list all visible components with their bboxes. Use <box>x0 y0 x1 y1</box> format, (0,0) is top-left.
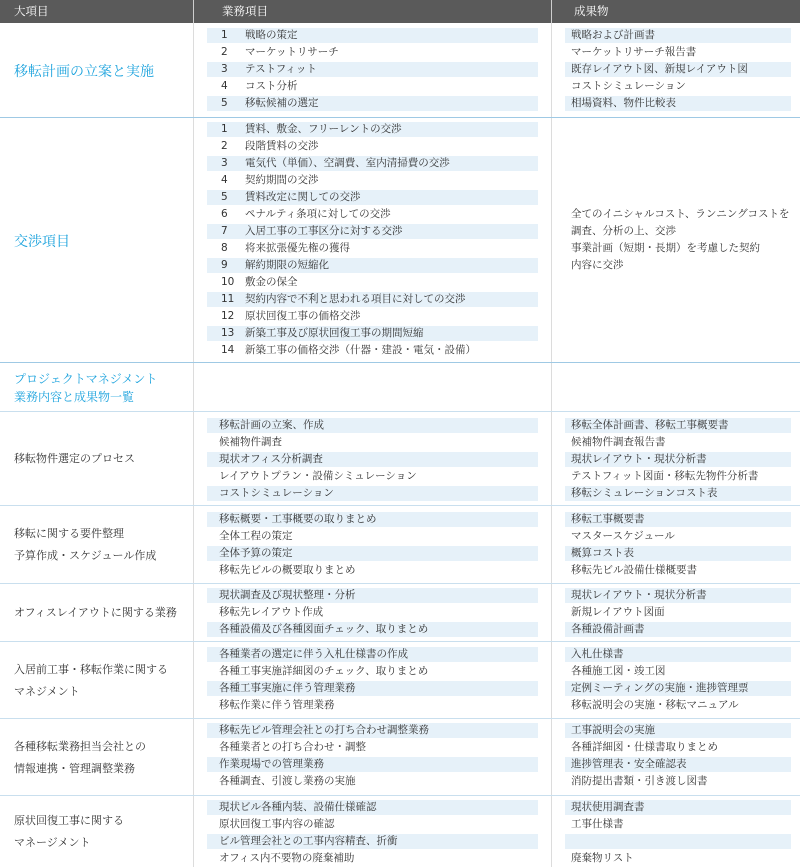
category-label: 入居前工事・移転作業に関する マネジメント <box>14 662 168 698</box>
negotiation-note: 全てのイニシャルコスト、ランニングコストを 調査、分析の上、交渉 事業計画（短期・長期）を考慮した契約 内容に交渉 <box>571 208 790 271</box>
output-row: 現状レイアウト・現状分析書 <box>565 588 791 603</box>
task-row: 4 コスト分析 <box>221 80 298 92</box>
output-row: 工事説明会の実施 <box>565 723 791 738</box>
task-row: 2 段階賃料の交渉 <box>221 140 319 152</box>
task-row: 14 新築工事の価格交渉（什器・建設・電気・設備） <box>221 344 476 356</box>
output-row: マスタースケジュール <box>571 530 675 542</box>
output-row: テストフィット図面・移転先物件分析書 <box>571 470 759 482</box>
output-row: 消防提出書類・引き渡し図書 <box>571 775 708 787</box>
header-category: 大項目 <box>14 4 49 18</box>
task-row: 4 契約期間の交渉 <box>221 174 319 186</box>
category-label: 移転に関する要件整理 予算作成・スケジュール作成 <box>14 527 157 562</box>
task-row: 移転作業に伴う管理業務 <box>219 699 335 711</box>
header-tasks: 業務項目 <box>222 4 268 18</box>
output-row: 各種施工図・竣工図 <box>571 665 666 677</box>
output-row: 各種設備計画書 <box>565 622 791 637</box>
section-pm-title <box>0 363 800 412</box>
task-row: 移転先レイアウト作成 <box>219 606 324 618</box>
task-row: 作業現場での管理業務 <box>207 757 538 772</box>
task-row: 現状調査及び現状整理・分析 <box>207 588 538 603</box>
output-row: 現状レイアウト・現状分析書 <box>565 452 791 467</box>
task-row: 11 契約内容で不利と思われる項目に対しての交渉 <box>207 292 538 307</box>
task-row: ビル管理会社との工事内容精査、折衝 <box>207 834 538 849</box>
output-row <box>565 834 791 849</box>
task-row: 2 マーケットリサーチ <box>221 46 339 58</box>
output-row: 移転説明会の実施・移転マニュアル <box>571 699 739 711</box>
task-row: 10 敷金の保全 <box>221 276 298 288</box>
output-row: 移転先ビル設備仕様概要書 <box>571 564 697 576</box>
section-title: プロジェクトマネジメント 業務内容と成果物一覧 <box>14 371 158 404</box>
task-row: レイアウトプラン・設備シミュレーション <box>219 470 417 482</box>
task-row: 3 テストフィット <box>207 62 538 77</box>
task-row: 1 戦略の策定 <box>207 28 538 43</box>
output-row: 移転シミュレーションコスト表 <box>565 486 791 501</box>
output-row: 各種詳細図・仕様書取りまとめ <box>571 741 718 753</box>
output-row: 定例ミーティングの実施・進捗管理票 <box>565 681 791 696</box>
category-label: 移転計画の立案と実施 <box>14 63 154 80</box>
task-row: 候補物件調査 <box>219 436 282 448</box>
output-row: 戦略および計画書 <box>565 28 791 43</box>
output-row: 候補物件調査報告書 <box>571 436 666 448</box>
task-row: 各種工事実施詳細図のチェック、取りまとめ <box>219 665 429 677</box>
output-row: コストシミュレーション <box>571 80 686 92</box>
output-row: 移転工事概要書 <box>565 512 791 527</box>
output-row: 入札仕様書 <box>565 647 791 662</box>
task-row: 各種調査、引渡し業務の実施 <box>219 775 356 787</box>
category-label: オフィスレイアウトに関する業務 <box>14 606 177 619</box>
category-label: 各種移転業務担当会社との 情報連携・管理調整業務 <box>14 739 146 775</box>
output-row: マーケットリサーチ報告書 <box>571 46 697 58</box>
category-label: 移転物件選定のプロセス <box>14 452 135 465</box>
task-row: 1 賃料、敷金、フリーレントの交渉 <box>207 122 538 137</box>
task-row: 8 将来拡張優先権の獲得 <box>221 242 350 254</box>
task-row: 各種業者との打ち合わせ・調整 <box>219 741 366 753</box>
table-header <box>0 0 800 23</box>
task-row: 移転計画の立案、作成 <box>207 418 538 433</box>
output-row: 概算コスト表 <box>565 546 791 561</box>
task-row: 12 原状回復工事の価格交渉 <box>221 310 361 322</box>
task-row: 移転先ビル管理会社との打ち合わせ調整業務 <box>207 723 538 738</box>
output-row: 移転全体計画書、移転工事概要書 <box>565 418 791 433</box>
header-outputs: 成果物 <box>574 4 609 18</box>
output-row: 工事仕様書 <box>571 818 624 830</box>
task-row: 各種業者の選定に伴う入札仕様書の作成 <box>207 647 538 662</box>
task-row: 各種設備及び各種図面チェック、取りまとめ <box>207 622 538 637</box>
output-row: 既存レイアウト図、新規レイアウト図 <box>565 62 791 77</box>
task-row: 原状回復工事内容の確認 <box>219 818 335 830</box>
task-row: 7 入居工事の工事区分に対する交渉 <box>207 224 538 239</box>
task-row: 13 新築工事及び原状回復工事の期間短縮 <box>207 326 538 341</box>
task-row: 9 解約期限の短縮化 <box>207 258 538 273</box>
output-row: 現状使用調査書 <box>565 800 791 815</box>
task-row: 6 ペナルティ条項に対しての交渉 <box>221 208 391 220</box>
output-row: 進捗管理表・安全確認表 <box>565 757 791 772</box>
output-row: 廃棄物リスト <box>571 852 634 864</box>
task-row: 3 電気代（単価）、空調費、室内清掃費の交渉 <box>207 156 538 171</box>
task-row: コストシミュレーション <box>207 486 538 501</box>
task-row: 現状ビル各種内装、設備仕様確認 <box>207 800 538 815</box>
category-label: 原状回復工事に関する マネージメント <box>14 813 124 849</box>
task-row: 各種工事実施に伴う管理業務 <box>207 681 538 696</box>
category-label: 交渉項目 <box>14 233 70 250</box>
output-row: 新規レイアウト図面 <box>571 606 665 618</box>
header-divider <box>193 0 194 23</box>
header-divider <box>551 0 552 23</box>
task-row: 全体工程の策定 <box>219 530 293 542</box>
task-row: 現状オフィス分析調査 <box>207 452 538 467</box>
task-row: 全体予算の策定 <box>207 546 538 561</box>
task-row: オフィス内不要物の廃棄補助 <box>219 852 355 864</box>
output-row: 相場資料、物件比較表 <box>565 96 791 111</box>
task-row: 5 賃料改定に関しての交渉 <box>207 190 538 205</box>
task-row: 移転概要・工事概要の取りまとめ <box>207 512 538 527</box>
task-row: 移転先ビルの概要取りまとめ <box>219 564 356 576</box>
task-row: 5 移転候補の選定 <box>207 96 538 111</box>
